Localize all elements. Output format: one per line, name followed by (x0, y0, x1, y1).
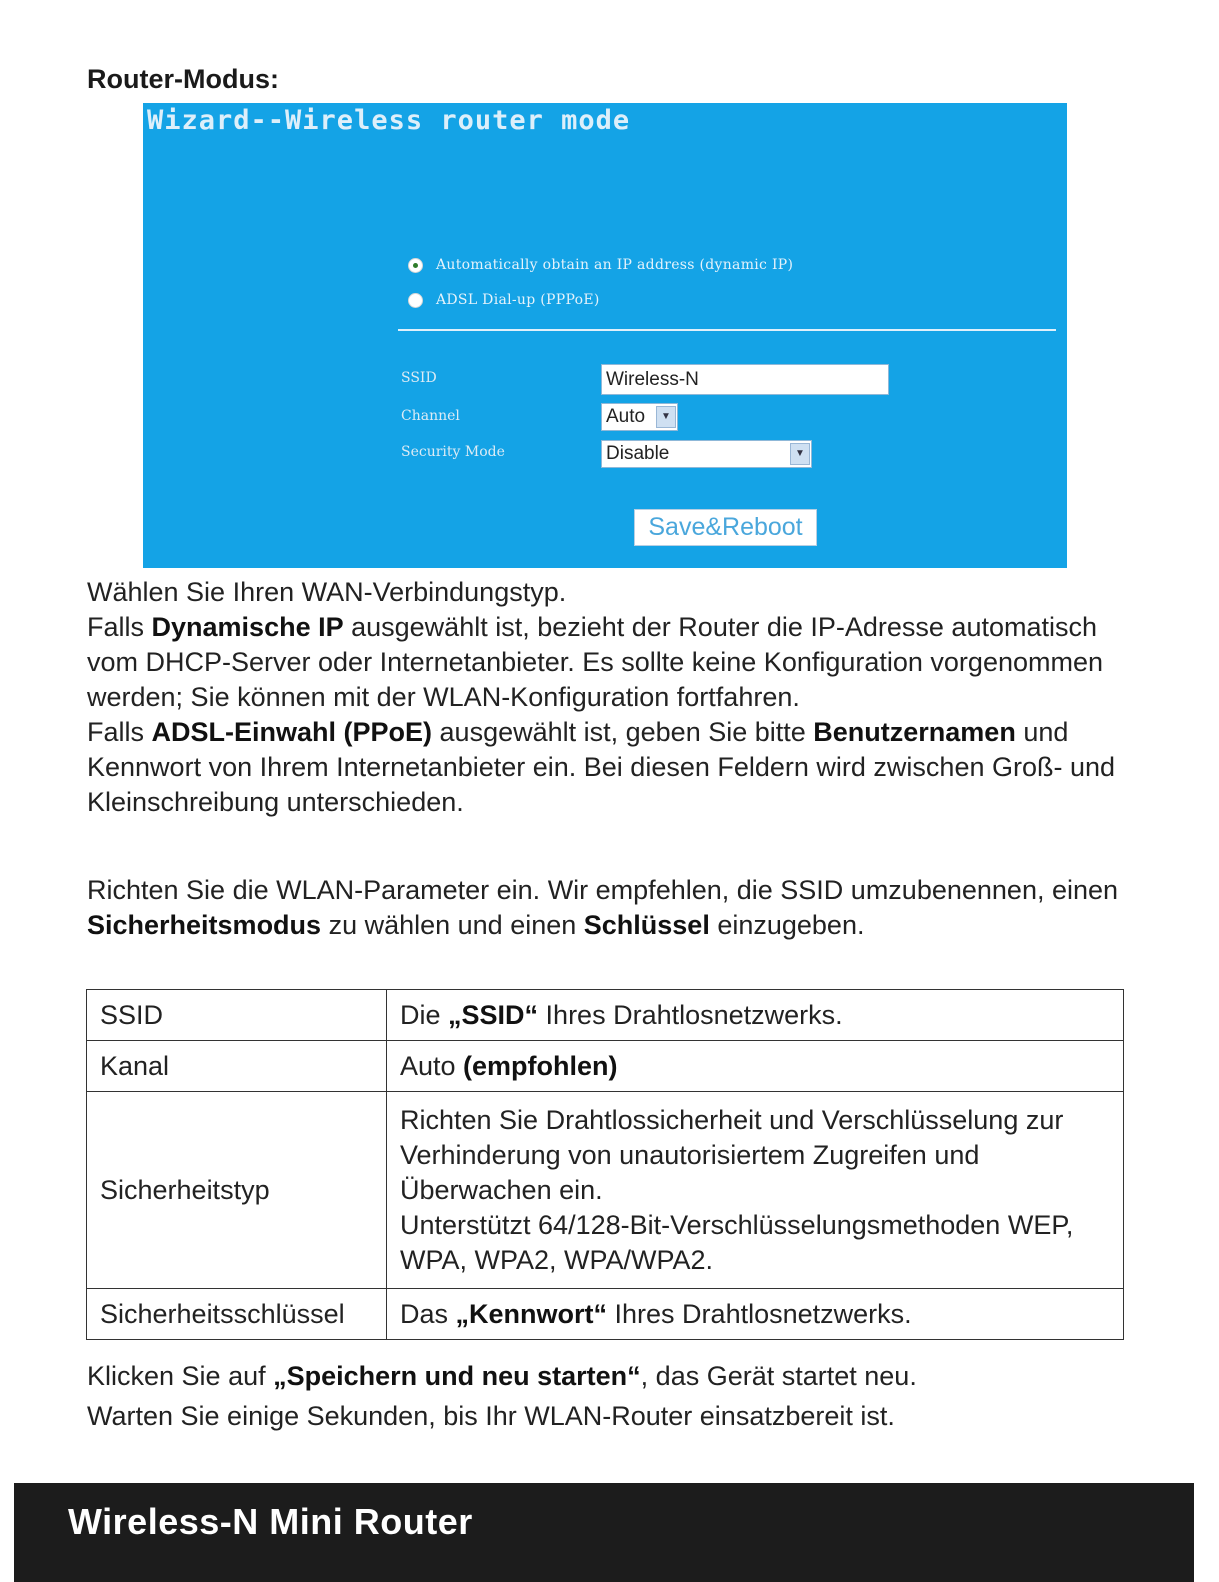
divider (398, 329, 1056, 331)
channel-value: Auto (606, 406, 646, 427)
table-cell: SSID (87, 990, 387, 1041)
text: zu wählen und einen (321, 910, 584, 940)
save-paragraph (87, 1359, 1137, 1394)
text: Ihres Drahtlosnetzwerks. (538, 999, 843, 1030)
text: , das Gerät startet neu. (640, 1361, 917, 1391)
radio-dynamic-label: Automatically obtain an IP address (dynamic IP) (436, 257, 794, 273)
chevron-down-icon[interactable]: ▼ (790, 443, 810, 465)
table-cell (387, 990, 1124, 1041)
parameter-table (86, 989, 1124, 1340)
bold-term: ADSL-Einwahl (PPoE) (151, 717, 433, 747)
text: Ihres Drahtlosnetzwerks. (607, 1298, 912, 1329)
wlan-paragraph (87, 873, 1137, 943)
ssid-label: SSID (401, 370, 437, 386)
table-cell (387, 1092, 1124, 1289)
channel-select[interactable] (601, 403, 678, 431)
radio-dynamic-ip[interactable] (408, 257, 793, 273)
bold-term: Benutzernamen (813, 717, 1016, 747)
radio-pppoe[interactable] (408, 292, 600, 308)
radio-checked-icon[interactable] (408, 258, 423, 273)
table-cell (387, 1289, 1124, 1340)
bold-term: „Kennwort“ (455, 1298, 608, 1329)
security-mode-select[interactable] (601, 440, 812, 468)
text: Die (400, 999, 449, 1030)
text: Klicken Sie auf (87, 1361, 274, 1391)
bold-term: (empfohlen) (463, 1050, 618, 1081)
table-cell: Sicherheitsschlüssel (87, 1289, 387, 1340)
bold-term: Sicherheitsmodus (87, 910, 322, 940)
wan-intro: Wählen Sie Ihren WAN-Verbindungstyp. (87, 577, 567, 607)
text: Richten Sie Drahtlossicherheit und Verschlüsselung zur Verhinderung von unautorisiertem Zugreifen und Überwachen ein. (400, 1104, 1064, 1205)
bold-term: „SSID“ (448, 999, 539, 1030)
text: Falls (87, 717, 152, 747)
text: Unterstützt 64/128-Bit-Verschlüsselungsmethoden WEP, WPA, WPA2, WPA/WPA2. (400, 1209, 1074, 1275)
wizard-title: Wizard--Wireless router mode (147, 105, 631, 136)
text: einzugeben. (709, 910, 865, 940)
text: Das (400, 1298, 456, 1329)
text: Falls (87, 612, 152, 642)
bold-term: „Speichern und neu starten“ (273, 1361, 641, 1391)
bold-term: Schlüssel (583, 910, 710, 940)
bold-term: Dynamische IP (151, 612, 344, 642)
footer-title: Wireless-N Mini Router (68, 1501, 473, 1542)
table-cell: Kanal (87, 1041, 387, 1092)
section-heading: Router-Modus: (87, 64, 279, 94)
table-cell: Sicherheitstyp (87, 1092, 387, 1289)
table-row (87, 1041, 1124, 1092)
wizard-screenshot (143, 103, 1067, 568)
save-reboot-button[interactable]: Save&Reboot (634, 509, 817, 546)
table-cell (387, 1041, 1124, 1092)
text: und Kennwort von Ihrem Internetanbieter ein. Bei diesen Feldern wird zwischen Groß- und Kleinschreibung unterschieden. (87, 717, 1116, 817)
radio-pppoe-label: ADSL Dial-up (PPPoE) (436, 292, 600, 308)
channel-label: Channel (401, 408, 460, 424)
ssid-input[interactable]: Wireless-N (601, 364, 889, 395)
text: Auto (400, 1050, 464, 1081)
wait-paragraph: Warten Sie einige Sekunden, bis Ihr WLAN-Router einsatzbereit ist. (87, 1401, 895, 1431)
wan-paragraph (87, 575, 1137, 820)
text: ausgewählt ist, geben Sie bitte (432, 717, 814, 747)
security-mode-value: Disable (606, 443, 670, 464)
table-row (87, 990, 1124, 1041)
security-mode-label: Security Mode (401, 444, 505, 460)
chevron-down-icon[interactable]: ▼ (656, 406, 676, 428)
radio-unchecked-icon[interactable] (408, 293, 423, 308)
table-row (87, 1289, 1124, 1340)
text: Richten Sie die WLAN-Parameter ein. Wir empfehlen, die SSID umzubenennen, einen (87, 875, 1119, 905)
table-row (87, 1092, 1124, 1289)
footer-bar (14, 1483, 1194, 1582)
text: ausgewählt ist, bezieht der Router die IP-Adresse automatisch vom DHCP-Server oder Internetanbieter. Es sollte keine Konfiguration vorgenommen werden; Sie können mit der WLAN-Konfiguration fortfahren. (87, 612, 1104, 712)
